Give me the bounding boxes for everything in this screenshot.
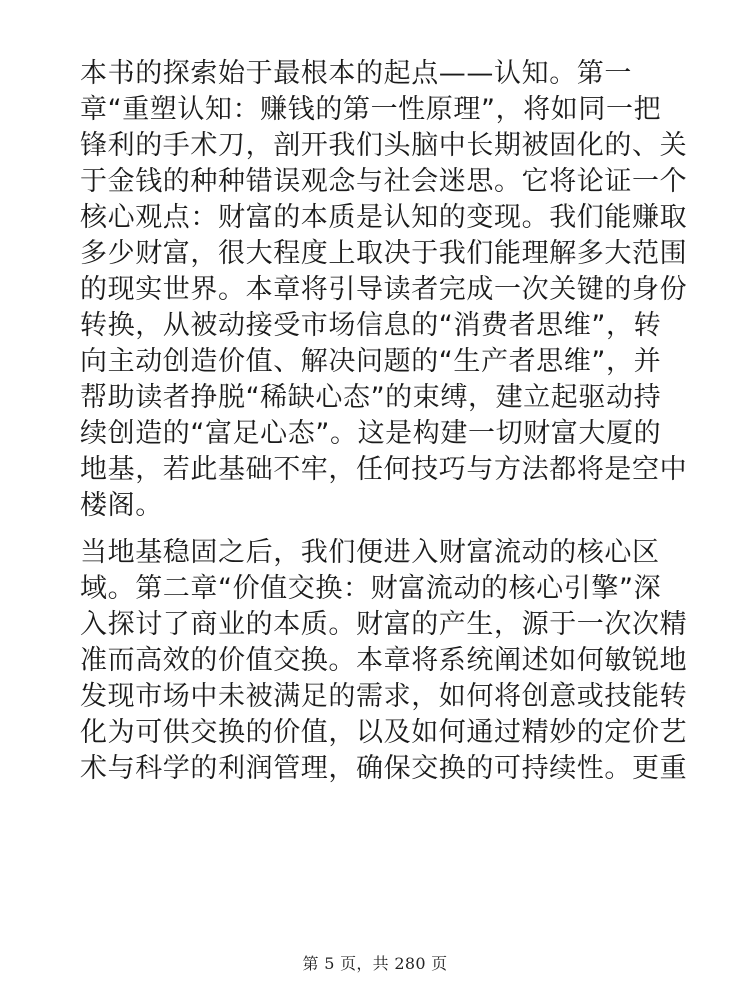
- text-line: 本书的探索始于最根本的起点——认知。第一: [80, 58, 632, 89]
- text-line: 帮助读者挣脱“稀缺心态”的束缚，建立起驱动持: [80, 382, 662, 413]
- text-line: 域。第二章“价值交换：财富流动的核心引擎”深: [80, 573, 662, 604]
- text-line: 当地基稳固之后，我们便进入财富流动的核心区: [80, 537, 660, 568]
- text-line: 续创造的“富足心态”。这是构建一切财富大厦的: [80, 418, 662, 449]
- text-line: 准而高效的价值交换。本章将系统阐述如何敏锐地: [80, 645, 688, 676]
- text-line: 向主动创造价值、解决问题的“生产者思维”，并: [80, 346, 662, 377]
- body-paragraph: [80, 56, 688, 524]
- body-paragraph: [80, 535, 688, 787]
- page-number-footer: 第 5 页，共 280 页: [302, 954, 448, 973]
- text-line: 转换，从被动接受市场信息的“消费者思维”，转: [80, 310, 662, 341]
- text-line: 于金钱的种种错误观念与社会迷思。它将论证一个: [80, 166, 688, 197]
- text-line: 楼阁。: [80, 490, 163, 521]
- text-line: 入探讨了商业的本质。财富的产生，源于一次次精: [80, 609, 688, 640]
- document-body: [80, 56, 688, 798]
- text-line: 核心观点：财富的本质是认知的变现。我们能赚取: [80, 202, 688, 233]
- text-line: 的现实世界。本章将引导读者完成一次关键的身份: [80, 274, 688, 305]
- text-line: 章“重塑认知：赚钱的第一性原理”，将如同一把: [80, 94, 662, 125]
- text-line: 锋利的手术刀，剖开我们头脑中长期被固化的、关: [80, 130, 688, 161]
- text-line: 多少财富，很大程度上取决于我们能理解多大范围: [80, 238, 688, 269]
- text-line: 术与科学的利润管理，确保交换的可持续性。更重: [80, 753, 688, 784]
- text-line: 发现市场中未被满足的需求，如何将创意或技能转: [80, 681, 688, 712]
- text-line: 化为可供交换的价值，以及如何通过精妙的定价艺: [80, 717, 688, 748]
- text-line: 地基，若此基础不牢，任何技巧与方法都将是空中: [80, 454, 688, 485]
